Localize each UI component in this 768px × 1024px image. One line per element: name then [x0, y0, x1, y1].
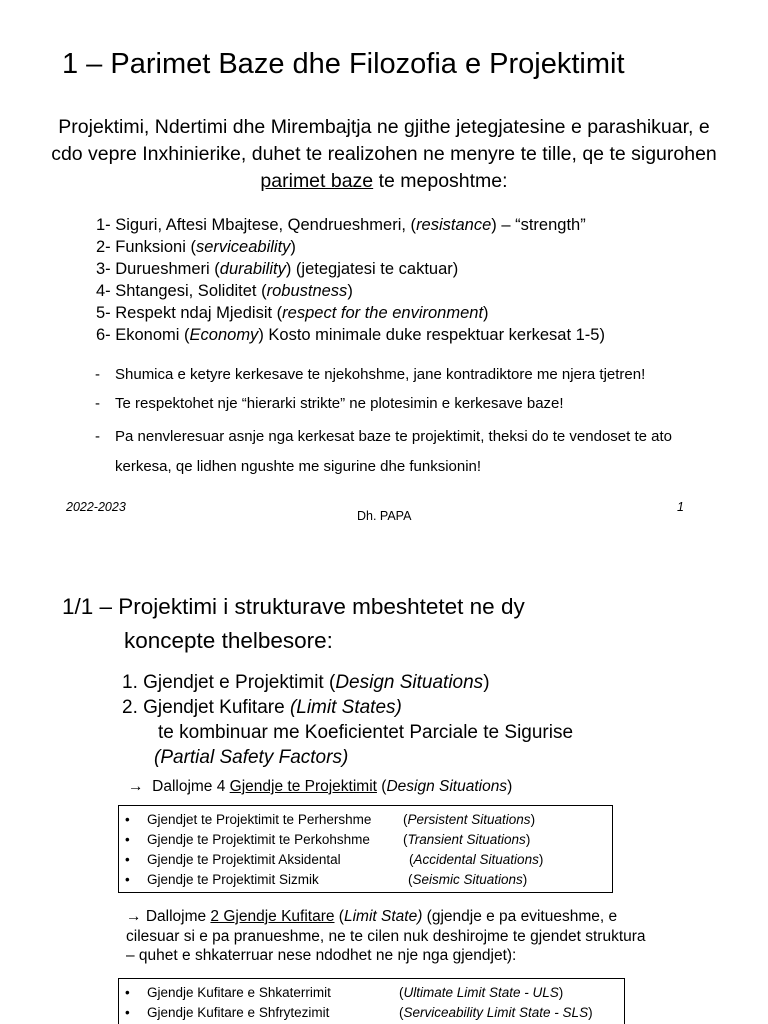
- list-item: • Gjendje te Projektimit Aksidental ( Accidental Situations ): [125, 852, 544, 867]
- design-situations-box: [118, 805, 613, 893]
- note-item: - Shumica e ketyre kerkesave te njekohshme, jane kontradiktore me njera tjetren!: [95, 366, 646, 383]
- list-item: • Gjendjet te Projektimit te Perhershme ( Persistent Situations ): [125, 812, 536, 827]
- limit-states-box: [118, 978, 625, 1024]
- principle-item: 1- Siguri, Aftesi Mbajtese, Qendrueshmeri, (resistance) – “strength”: [96, 216, 586, 234]
- arrow-icon: →: [128, 778, 144, 795]
- principle-item: 3- Durueshmeri (durability) (jetegjatesi te caktuar): [96, 260, 459, 278]
- slide2-title: [62, 590, 525, 658]
- slide1-title: 1 – Parimet Baze dhe Filozofia e Projektimit: [62, 48, 625, 80]
- intro-text-a: Projektimi, Ndertimi dhe Mirembajtja ne gjithe jetegjatesine e parashikuar, e cdo vepre Inxhinierike, duhet te realizohen ne menyre te tille, qe te sigurohen: [51, 116, 717, 165]
- design-situations-heading: → Dallojme 4 Gjendje te Projektimit (Design Situations): [128, 778, 513, 795]
- note-item: - Pa nenvleresuar asnje nga kerkesat baze te projektimit, theksi do te vendoset te ato kerkesa, qe lidhen ngushte me sigurine dhe funksionin!: [95, 428, 672, 475]
- concept-item-detail-en: (Partial Safety Factors): [154, 747, 349, 768]
- list-item: • Gjendje te Projektimit Sizmik ( Seismic Situations ): [125, 872, 528, 887]
- concept-item: 1. Gjendjet e Projektimit (Design Situations): [122, 672, 490, 693]
- intro-text-b: te meposhtme:: [373, 170, 508, 192]
- principle-item: 2- Funksioni (serviceability): [96, 238, 296, 256]
- list-item: • Gjendje Kufitare e Shfrytezimit ( Serviceability Limit State - SLS ): [125, 1005, 593, 1020]
- footer-page-number: 1: [677, 500, 684, 514]
- principle-item: 5- Respekt ndaj Mjedisit (respect for the environment): [96, 304, 489, 322]
- principle-item: 4- Shtangesi, Soliditet (robustness): [96, 282, 353, 300]
- note-item: - Te respektohet nje “hierarki strikte” ne plotesimin e kerkesave baze!: [95, 395, 564, 412]
- footer-author: Dh. PAPA: [357, 509, 412, 523]
- list-item: • Gjendje te Projektimit te Perkohshme ( Transient Situations ): [125, 832, 531, 847]
- footer-year: 2022-2023: [66, 500, 126, 514]
- slide2-title-line1: 1/1 – Projektimi i strukturave mbeshtetet ne dy: [62, 594, 525, 619]
- limit-states-paragraph: → Dallojme 2 Gjendje Kufitare (Limit State) (gjendje e pa evitueshme, e cilesuar si e pa pranueshme, ne te cilen nuk deshirojme te gjendet struktura – quhet e shkaterruar nese ndodhet ne nje nga gjendjet):: [126, 908, 646, 964]
- slide2-title-line2: koncepte thelbesore:: [124, 628, 333, 653]
- concepts-list: [122, 670, 573, 770]
- concept-item-detail: te kombinuar me Koeficientet Parciale te Sigurise: [158, 722, 574, 743]
- notes-list: [95, 364, 715, 490]
- list-item: • Gjendje Kufitare e Shkaterrimit ( Ultimate Limit State - ULS ): [125, 985, 564, 1000]
- concept-item: 2. Gjendjet Kufitare (Limit States): [122, 697, 402, 718]
- arrow-icon: →: [126, 908, 142, 925]
- principles-list: [96, 214, 605, 346]
- intro-underlined: parimet baze: [260, 170, 374, 192]
- principle-item: 6- Ekonomi (Economy) Kosto minimale duke respektuar kerkesat 1-5): [96, 326, 605, 344]
- slide1-intro: [40, 114, 728, 195]
